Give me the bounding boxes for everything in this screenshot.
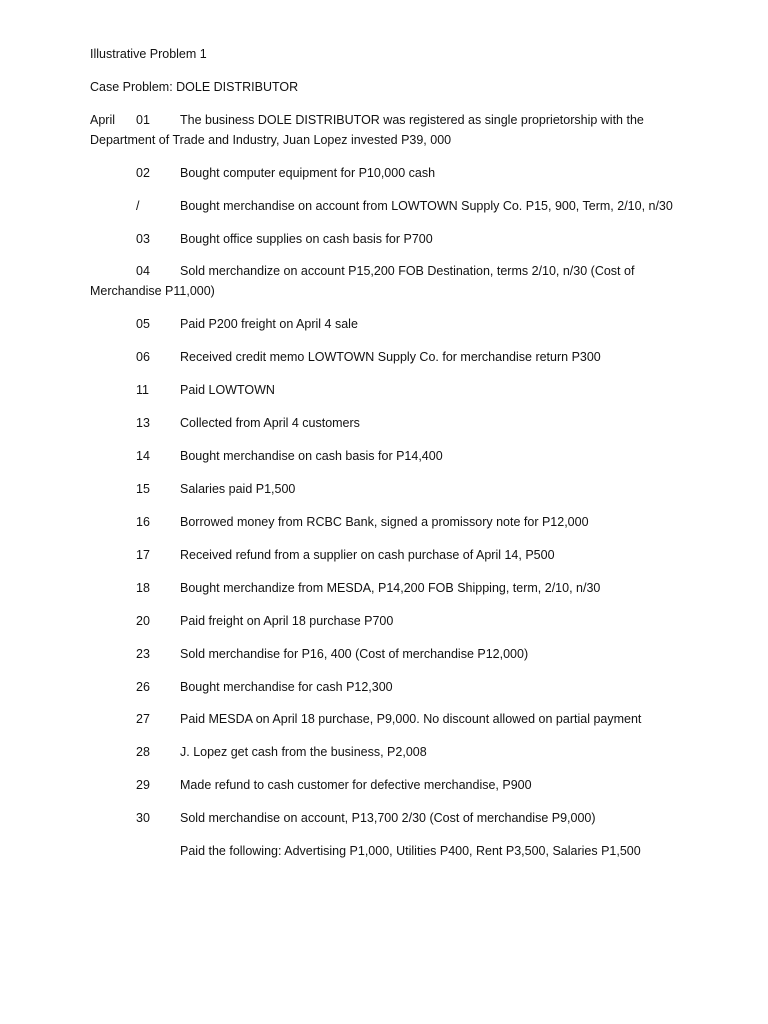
entry-day: 20 xyxy=(136,614,150,628)
entry-text: Received credit memo LOWTOWN Supply Co. for merchandise return P300 xyxy=(180,350,601,364)
entry-day: 26 xyxy=(136,680,150,694)
entry-text: The business DOLE DISTRIBUTOR was registered as single proprietorship with the xyxy=(180,113,644,127)
entry-day: 11 xyxy=(136,383,149,397)
entry-day: 16 xyxy=(136,515,150,529)
entry-text: Paid MESDA on April 18 purchase, P9,000. No discount allowed on partial payment xyxy=(180,712,642,726)
entry-continuation: Merchandise P11,000) xyxy=(90,284,215,298)
entry-text: Bought computer equipment for P10,000 cash xyxy=(180,166,436,180)
entry-day: 01 xyxy=(136,113,150,127)
case-title: Case Problem: DOLE DISTRIBUTOR xyxy=(90,80,299,94)
entry-text: Sold merchandise on account, P13,700 2/30 (Cost of merchandise P9,000) xyxy=(180,811,596,825)
entry-day: 28 xyxy=(136,745,150,759)
entry-text: Collected from April 4 customers xyxy=(180,416,360,430)
entry-text: Sold merchandise for P16, 400 (Cost of merchandise P12,000) xyxy=(180,647,529,661)
entry-text: Paid freight on April 18 purchase P700 xyxy=(180,614,394,628)
entry-text: Received refund from a supplier on cash purchase of April 14, P500 xyxy=(180,548,555,562)
entry-day: 15 xyxy=(136,482,150,496)
entry-day: 30 xyxy=(136,811,150,825)
entry-day: 02 xyxy=(136,166,150,180)
document-heading: Illustrative Problem 1 xyxy=(90,47,207,61)
entry-day: 04 xyxy=(136,264,150,278)
entry-day: 14 xyxy=(136,449,150,463)
entry-day: 05 xyxy=(136,317,150,331)
entry-text: Sold merchandize on account P15,200 FOB Destination, terms 2/10, n/30 (Cost of xyxy=(180,264,635,278)
entry-text: Bought merchandise on cash basis for P14,400 xyxy=(180,449,443,463)
entry-text: Made refund to cash customer for defective merchandise, P900 xyxy=(180,778,532,792)
entry-day: 23 xyxy=(136,647,150,661)
entry-day: / xyxy=(136,199,140,213)
entry-day: 17 xyxy=(136,548,150,562)
entry-day: 13 xyxy=(136,416,150,430)
entry-text: Bought merchandise on account from LOWTOWN Supply Co. P15, 900, Term, 2/10, n/30 xyxy=(180,199,673,213)
entry-text: Paid LOWTOWN xyxy=(180,383,275,397)
entry-day: 18 xyxy=(136,581,150,595)
entry-text: J. Lopez get cash from the business, P2,008 xyxy=(180,745,427,759)
entry-text: Paid the following: Advertising P1,000, Utilities P400, Rent P3,500, Salaries P1,500 xyxy=(180,844,641,858)
entry-text: Bought merchandise for cash P12,300 xyxy=(180,680,393,694)
month-label: April xyxy=(90,113,116,127)
entry-text: Paid P200 freight on April 4 sale xyxy=(180,317,358,331)
entry-text: Borrowed money from RCBC Bank, signed a promissory note for P12,000 xyxy=(180,515,589,529)
entry-day: 27 xyxy=(136,712,150,726)
entry-text: Bought merchandize from MESDA, P14,200 FOB Shipping, term, 2/10, n/30 xyxy=(180,581,601,595)
entry-continuation: Department of Trade and Industry, Juan Lopez invested P39, 000 xyxy=(90,133,452,147)
entry-day: 06 xyxy=(136,350,150,364)
entry-day: 29 xyxy=(136,778,150,792)
entry-day: 03 xyxy=(136,232,150,246)
entry-text: Bought office supplies on cash basis for P700 xyxy=(180,232,433,246)
entry-text: Salaries paid P1,500 xyxy=(180,482,296,496)
